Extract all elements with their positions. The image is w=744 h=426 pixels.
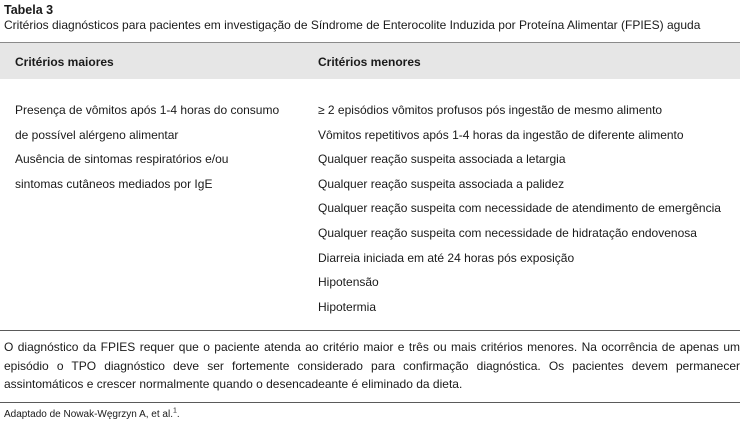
minor-criteria-item: Qualquer reação suspeita com necessidade de atendimento de emergência	[318, 201, 721, 216]
table-divider-bottom	[0, 402, 740, 403]
minor-criteria-item: ≥ 2 episódios vômitos profusos pós ingestão de mesmo alimento	[318, 103, 663, 117]
source-reference: 1	[172, 407, 177, 415]
source-text: Adaptado de Nowak-Węgrzyn A, et al.	[4, 409, 173, 420]
table-divider-top	[0, 330, 740, 331]
column-header-minor: Critérios menores	[318, 55, 421, 69]
minor-criteria-item: Vômitos repetitivos após 1-4 horas da ingestão de diferente alimento	[318, 127, 684, 142]
major-criteria-line: Presença de vômitos após 1-4 horas do consumo	[15, 103, 280, 117]
table-caption: Critérios diagnósticos para pacientes em investigação de Síndrome de Enterocolite Induzida por Proteína Alimentar (FPIES) aguda	[4, 18, 701, 32]
source-period: .	[176, 409, 180, 420]
minor-criteria-item: Qualquer reação suspeita associada a palidez	[318, 176, 565, 191]
minor-criteria-item: Diarreia iniciada em até 24 horas pós exposição	[318, 250, 575, 265]
minor-criteria-item: Hipotensão	[318, 275, 379, 290]
minor-criteria-item: Hipotermia	[318, 299, 377, 314]
minor-criteria-list	[318, 98, 738, 319]
table-label: Tabela 3	[4, 3, 54, 17]
major-criteria-line: de possível alérgeno alimentar	[15, 127, 179, 142]
column-header-major: Critérios maiores	[15, 55, 114, 69]
table-source	[4, 409, 180, 421]
major-criteria-list	[15, 98, 305, 196]
table-header-row	[0, 42, 740, 79]
major-criteria-line: sintomas cutâneos mediados por IgE	[15, 176, 213, 191]
minor-criteria-item: Qualquer reação suspeita associada a letargia	[318, 152, 566, 167]
table-footnote: O diagnóstico da FPIES requer que o paciente atenda ao critério maior e três ou mais critérios menores. Na ocorrência de apenas um episódio o TPO diagnóstico deve ser fortemente considerado para confirmação diagnóstica. Os pacientes devem permanecer assintomáticos e crescer normalmente quando o desencadeante é eliminado da dieta.	[4, 340, 740, 391]
major-criteria-line: Ausência de sintomas respiratórios e/ou	[15, 152, 229, 167]
minor-criteria-item: Qualquer reação suspeita com necessidade de hidratação endovenosa	[318, 225, 697, 240]
